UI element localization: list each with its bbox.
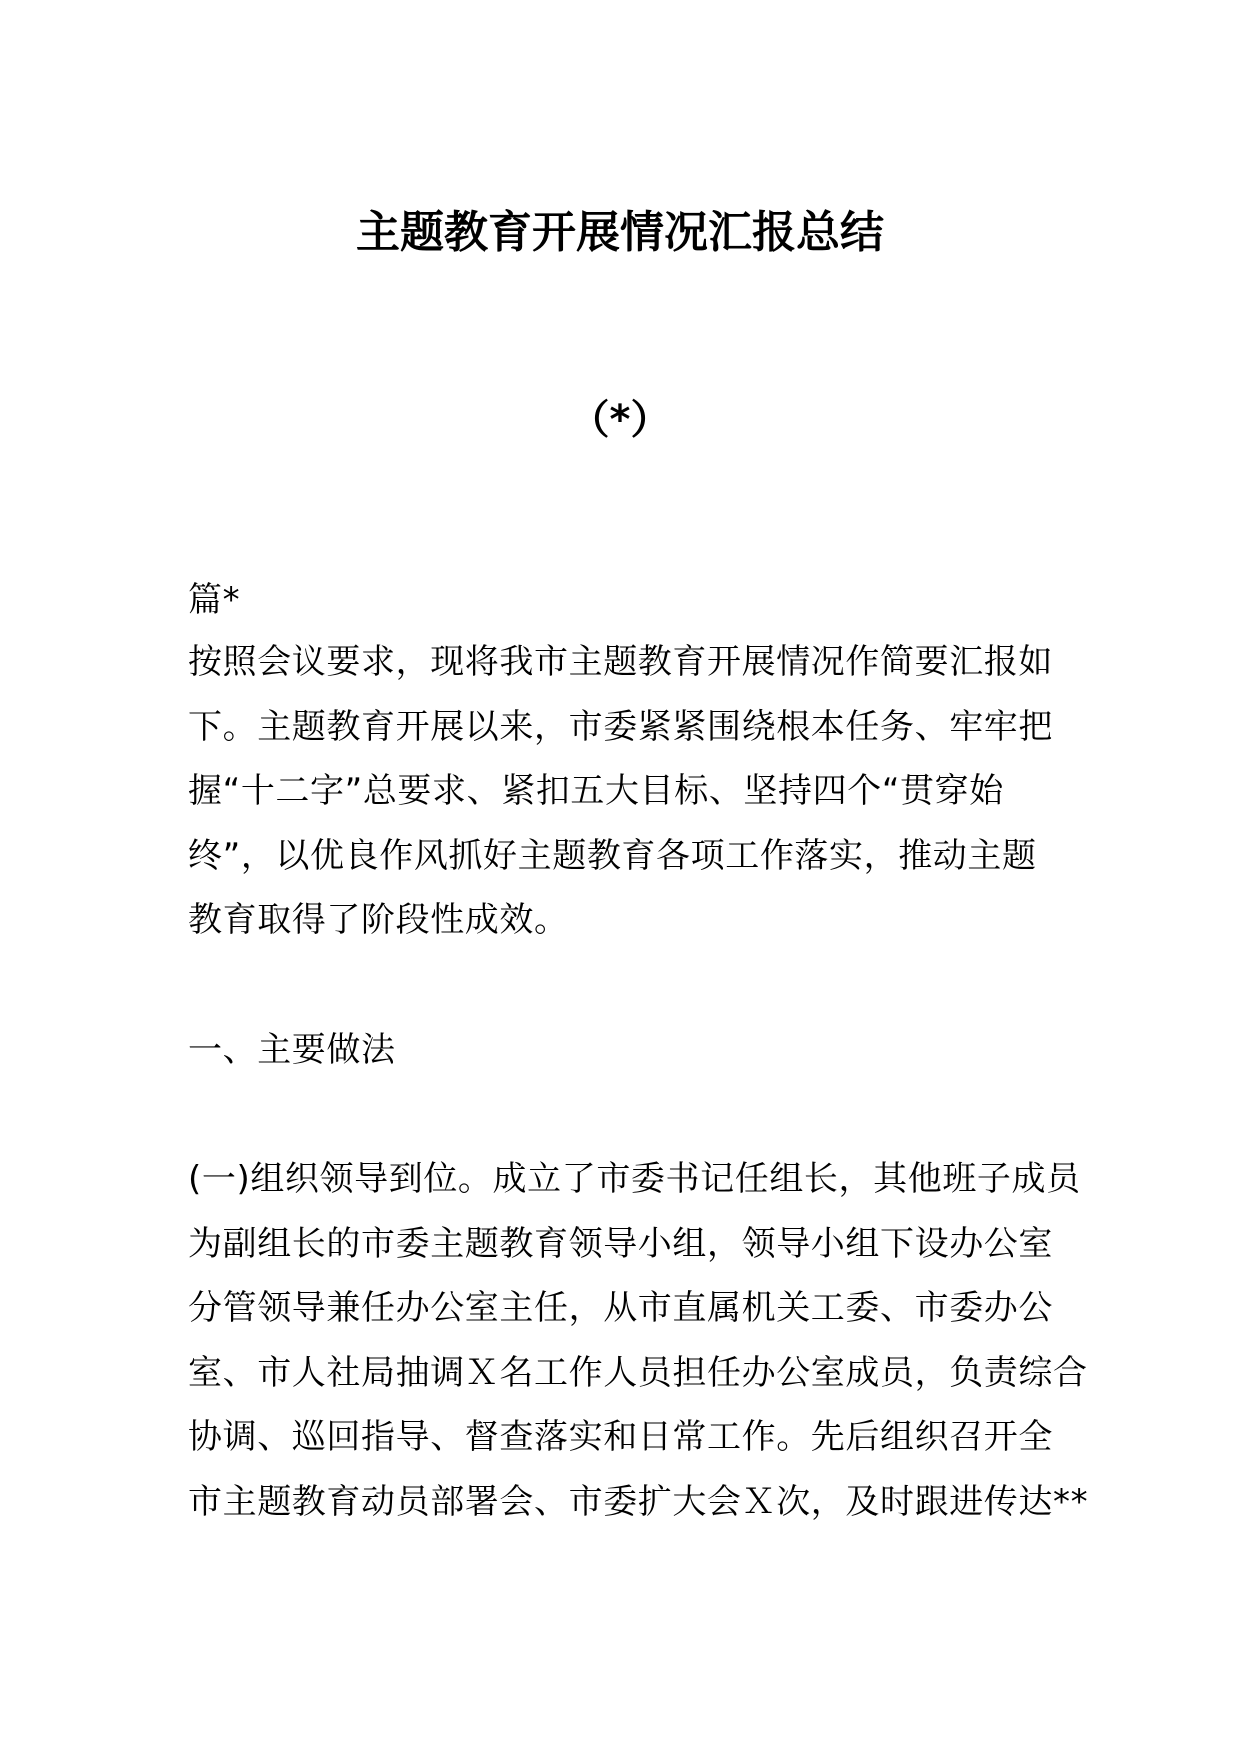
section-heading: 一、主要做法	[188, 1030, 396, 1070]
section-marker: 篇*	[188, 580, 241, 620]
paragraph-line: (一)组织领导到位。成立了市委书记任组长，其他班子成员	[188, 1159, 1081, 1199]
paragraph-line: 协调、巡回指导、督查落实和日常工作。先后组织召开全	[188, 1417, 1053, 1457]
paragraph-line: 为副组长的市委主题教育领导小组，领导小组下设办公室	[188, 1224, 1053, 1264]
paragraph-line: 下。主题教育开展以来，市委紧紧围绕根本任务、牢牢把	[188, 707, 1053, 747]
paragraph-line: 分管领导兼任办公室主任，从市直属机关工委、市委办公	[188, 1288, 1053, 1328]
paragraph-line: 握“十二字”总要求、紧扣五大目标、坚持四个“贯穿始	[188, 771, 1004, 811]
paragraph-line: 终”，以优良作风抓好主题教育各项工作落实，推动主题	[188, 836, 1037, 876]
paragraph-line: 室、市人社局抽调Ｘ名工作人员担任办公室成员，负责综合	[188, 1353, 1088, 1393]
document-subtitle: （*）	[569, 397, 671, 443]
paragraph-line: 市主题教育动员部署会、市委扩大会Ｘ次，及时跟进传达**	[188, 1482, 1089, 1522]
document-title: 主题教育开展情况汇报总结	[356, 207, 884, 258]
paragraph-line: 教育取得了阶段性成效。	[188, 900, 569, 940]
paragraph-line: 按照会议要求，现将我市主题教育开展情况作简要汇报如	[188, 642, 1053, 682]
